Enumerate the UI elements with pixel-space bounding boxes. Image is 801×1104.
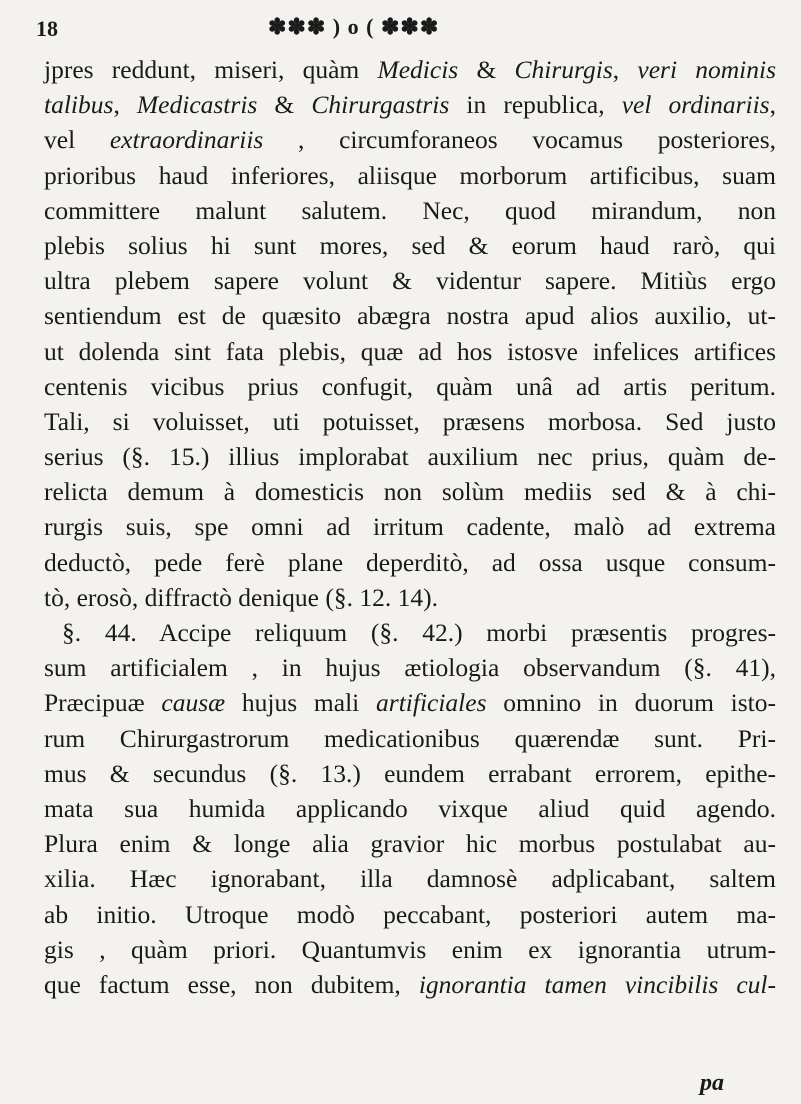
text-segment: jpres reddunt, miseri, quàm — [44, 55, 378, 84]
text-line — [44, 897, 776, 932]
italic-segment: Medicastris — [136, 90, 258, 120]
text-line — [44, 228, 776, 263]
page-number: 18 — [36, 16, 58, 41]
italic-segment: vel ordinariis — [621, 90, 770, 120]
text-segment: ab initio. Utroque modò peccabant, posteriori autem ma- — [44, 899, 776, 929]
italic-segment: Medicis — [377, 55, 459, 84]
text-segment: centenis vicibus prius confugit, quàm unâ ad artis peritum. — [44, 371, 776, 401]
text-line — [44, 826, 776, 861]
text-line — [44, 404, 776, 439]
text-segment: Præcipuæ — [44, 688, 162, 718]
text-line — [44, 263, 776, 298]
italic-segment: Chirurgis — [514, 55, 613, 84]
text-segment: plebis solius hi sunt mores, sed & eorum haud rarò, qui — [44, 230, 776, 260]
text-segment: prioribus haud inferiores, aliisque morborum artificibus, suam — [44, 160, 776, 190]
text-segment: & — [458, 55, 515, 84]
italic-segment: Chirurgastris — [311, 90, 450, 120]
text-segment: omnino in duorum isto- — [486, 688, 777, 718]
text-segment: rurgis suis, spe omni ad irritum cadente, malò ad extrema — [44, 512, 776, 542]
body-text — [44, 52, 776, 1002]
italic-segment: causæ — [161, 688, 226, 718]
text-line — [44, 193, 776, 228]
text-line — [44, 298, 776, 333]
italic-segment: artificiales — [376, 688, 487, 718]
text-line — [44, 52, 776, 87]
italic-segment: extraordinariis — [109, 125, 264, 155]
text-line — [44, 509, 776, 544]
page-header — [36, 14, 776, 48]
text-line — [44, 545, 776, 580]
text-segment: tò, erosò, diffractò denique (§. 12. 14). — [44, 582, 438, 612]
text-segment: ut dolenda sint fata plebis, quæ ad hos istosve infelices artifices — [44, 336, 776, 366]
text-segment: & — [257, 90, 312, 120]
text-line — [44, 932, 776, 967]
text-segment: , — [113, 90, 137, 120]
italic-segment: ignorantia tamen vincibilis cul- — [418, 969, 777, 999]
text-line — [44, 791, 776, 826]
text-line — [44, 615, 776, 650]
text-segment: ultra plebem sapere volunt & videntur sapere. Mitiùs ergo — [44, 266, 776, 296]
text-segment: , — [612, 55, 638, 84]
text-segment: mus & secundus (§. 13.) eundem errabant errorem, epithe- — [44, 758, 776, 788]
italic-segment: veri nominis — [637, 55, 777, 84]
text-segment: sum artificialem , in hujus ætiologia observandum (§. 41), — [44, 653, 776, 683]
text-line — [44, 369, 776, 404]
text-line — [44, 158, 776, 193]
text-segment: committere malunt salutem. Nec, quod mirandum, non — [44, 195, 776, 225]
text-segment: Tali, si voluisset, uti potuisset, præsens morbosa. Sed justo — [44, 406, 776, 436]
text-segment: gis , quàm priori. Quantumvis enim ex ignorantia utrum- — [44, 934, 776, 964]
text-segment: , circumforaneos vocamus posteriores, — [263, 125, 777, 155]
text-line — [44, 122, 776, 157]
text-segment: hujus mali — [225, 688, 377, 718]
text-line — [44, 334, 776, 369]
text-segment: sentiendum est de quæsito abægra nostra apud alios auxilio, ut- — [44, 301, 776, 331]
text-line — [44, 580, 776, 615]
text-line — [44, 721, 776, 756]
header-ornament: ✽✽✽ ) o ( ✽✽✽ — [268, 14, 440, 39]
text-line — [44, 861, 776, 896]
text-line — [44, 967, 776, 1002]
italic-segment: talibus — [44, 90, 114, 120]
text-segment: rum Chirurgastrorum medicationibus quærendæ sunt. Pri- — [44, 723, 776, 753]
text-line — [44, 474, 776, 509]
text-segment: deductò, pede ferè plane deperditò, ad ossa usque consum- — [44, 547, 776, 577]
text-line — [44, 685, 776, 720]
text-line — [44, 650, 776, 685]
text-segment: serius (§. 15.) illius implorabat auxilium nec prius, quàm de- — [44, 442, 776, 472]
text-segment: vel — [44, 125, 110, 155]
text-line — [44, 439, 776, 474]
text-line — [44, 756, 776, 791]
text-segment: in republica, — [449, 90, 622, 120]
text-segment: , — [769, 90, 776, 120]
text-line — [44, 87, 776, 122]
catchword: pa — [700, 1070, 724, 1096]
text-segment: relicta demum à domesticis non solùm mediis sed & à chi- — [44, 477, 776, 507]
text-segment: §. 44. Accipe reliquum (§. 42.) morbi præsentis progres- — [62, 618, 776, 647]
text-segment: mata sua humida applicando vixque aliud quid agendo. — [44, 793, 776, 823]
text-segment: xilia. Hæc ignorabant, illa damnosè adplicabant, saltem — [44, 864, 776, 894]
text-segment: Plura enim & longe alia gravior hic morbus postulabat au- — [44, 829, 776, 859]
text-segment: que factum esse, non dubitem, — [44, 969, 419, 999]
